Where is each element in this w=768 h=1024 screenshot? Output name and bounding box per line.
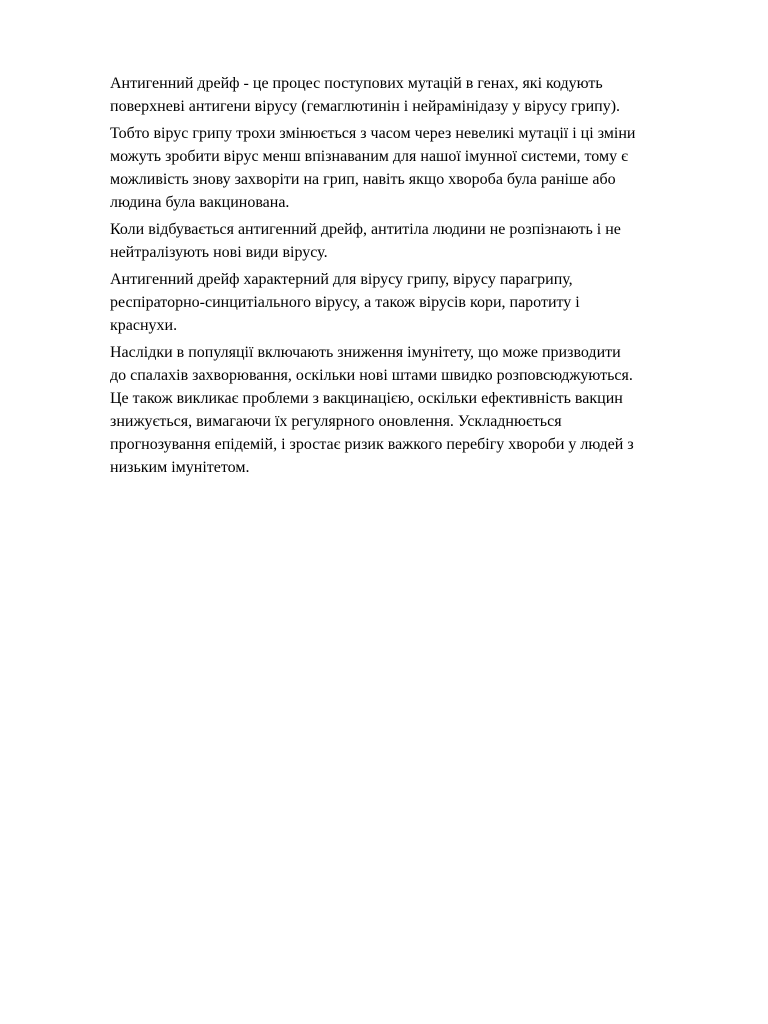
text-line: низьким імунітетом. [110,459,250,476]
paragraph-antibodies [110,218,710,264]
paragraph-viruses-list [110,268,710,337]
paragraph-flu-changes [110,122,710,214]
text-line: краснухи. [110,317,178,334]
text-line: поверхневі антигени вірусу (гемаглютинін і нейрамінідазу у вірусу грипу). [110,98,621,115]
text-line: можуть зробити вірус менш впізнаваним для нашої імунної системи, тому є [110,148,628,165]
text-line: Наслідки в популяції включають зниження імунітету, що може призводити [110,344,621,361]
text-line: до спалахів захворювання, оскільки нові штами швидко розповсюджуються. [110,367,633,384]
text-line: Антигенний дрейф характерний для вірусу грипу, вірусу парагрипу, [110,271,573,288]
text-line: знижується, вимагаючи їх регулярного оновлення. Ускладнюється [110,413,562,430]
text-line: респіраторно-синцитіального вірусу, а також вірусів кори, паротиту і [110,294,580,311]
paragraph-antigenic-drift-definition [110,72,710,118]
text-line: Тобто вірус грипу трохи змінюється з часом через невеликі мутації і ці зміни [110,125,636,142]
document-body [110,72,710,483]
text-line: людина була вакцинована. [110,194,290,211]
text-line: Антигенний дрейф - це процес поступових мутацій в генах, які кодують [110,75,603,92]
text-line: прогнозування епідемій, і зростає ризик важкого перебігу хвороби у людей з [110,436,634,453]
text-line: можливість знову захворіти на грип, навіть якщо хвороба була раніше або [110,171,616,188]
paragraph-consequences [110,341,710,479]
text-line: Це також викликає проблеми з вакцинацією, оскільки ефективність вакцин [110,390,623,407]
text-line: нейтралізують нові види вірусу. [110,244,328,261]
text-line: Коли відбувається антигенний дрейф, антитіла людини не розпізнають і не [110,221,621,238]
